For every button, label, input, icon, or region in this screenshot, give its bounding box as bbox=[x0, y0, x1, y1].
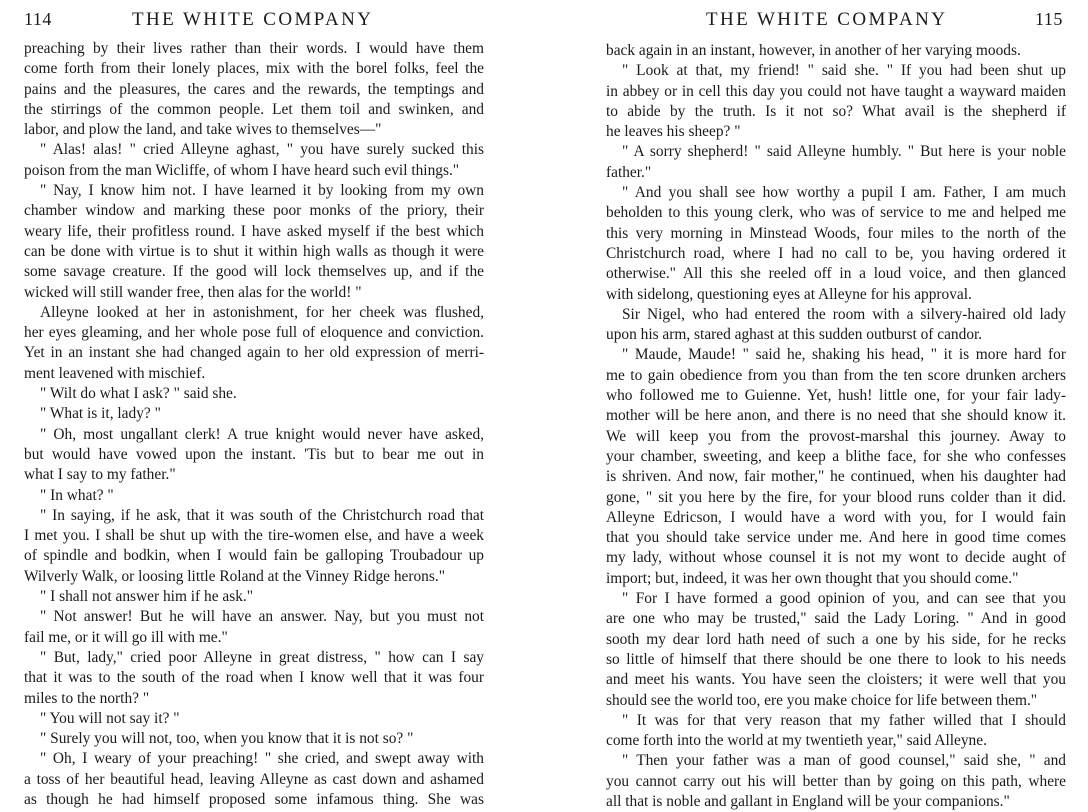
text-line: labor, and plow the land, and take wives to themselves—" bbox=[24, 121, 382, 139]
text-line: is shriven. And now, fair mother," he continued, when his daughter had bbox=[606, 468, 1066, 486]
left-page-body bbox=[24, 39, 484, 810]
text-line: " Not answer! But he will have an answer. Nay, but you must not bbox=[40, 608, 484, 626]
text-line: father." bbox=[606, 163, 652, 181]
text-line: upon his arm, stared aghast at this sudden outburst of candor. bbox=[606, 326, 983, 344]
text-line: but would have vowed upon the instant. 'Tis but to bear me out in bbox=[24, 445, 484, 463]
text-line: that you should take service under me. And here in good time comes bbox=[606, 529, 1066, 547]
text-line: mother will be here anon, and there is no need that she should know it. bbox=[606, 407, 1066, 425]
text-line: " In what? " bbox=[40, 486, 114, 504]
text-line: my lady, without whose counsel it is not my wont to decide aught of bbox=[606, 549, 1066, 567]
text-line: the stirrings of the common people. Let them toil and swinken, and bbox=[24, 100, 484, 118]
text-line: of spindle and bodkin, when I would fain be galloping Troubadour up bbox=[24, 547, 484, 565]
text-line: come forth from their lonely places, mix with the borel folks, feel the bbox=[24, 60, 484, 78]
text-line: Sir Nigel, who had entered the room with a silvery-haired old lady bbox=[622, 305, 1066, 323]
text-line: with sidelong, questioning eyes at Alleyne for his approval. bbox=[606, 285, 972, 303]
text-line: " Oh, I weary of your preaching! " she cried, and swept away with bbox=[40, 750, 484, 768]
text-line: Alleyne Edricson, I would have a word with you, for I would fain bbox=[606, 508, 1066, 526]
text-line: as though he had himself proposed some infamous thing. She was bbox=[24, 790, 484, 808]
text-line: who followed me to Guienne. Yet, hush! little one, for your fair lady- bbox=[606, 387, 1066, 405]
running-title: THE WHITE COMPANY bbox=[706, 9, 948, 30]
text-line: " It was for that very reason that my father willed that I should bbox=[622, 711, 1066, 729]
text-line: " I shall not answer him if he ask." bbox=[40, 588, 254, 606]
text-line: Yet in an instant she had changed again to her old expression of merri- bbox=[24, 344, 484, 362]
text-line: fail me, or it will go ill with me." bbox=[24, 628, 228, 646]
text-line: " And you shall see how worthy a pupil I am. Father, I am much bbox=[622, 184, 1066, 202]
text-line: " For I have formed a good opinion of you, and can see that you bbox=[622, 590, 1066, 608]
text-line: preaching by their lives rather than their words. I would have them bbox=[24, 40, 484, 57]
text-line: you cannot carry out his will better than by going on this path, where bbox=[606, 772, 1066, 790]
text-line: " A sorry shepherd! " said Alleyne humbly. " But here is your noble bbox=[622, 143, 1066, 161]
text-line: Alleyne looked at her in astonishment, for her cheek was flushed, bbox=[40, 303, 484, 321]
text-line: wicked will still wander free, then alas for the world! " bbox=[24, 283, 362, 301]
text-line: her eyes gleaming, and her whole pose full of eloquence and conviction. bbox=[24, 324, 484, 342]
text-line: " Wilt do what I ask? " said she. bbox=[40, 385, 237, 403]
text-line: he leaves his sheep? " bbox=[606, 123, 741, 141]
text-line: " But, lady," cried poor Alleyne in great distress, " how can I say bbox=[40, 648, 484, 666]
text-line: weary life, their profitless round. I have asked myself if the best which bbox=[24, 222, 484, 240]
text-line: should see the world too, ere you make choice for life between them." bbox=[606, 691, 1038, 709]
text-line: can be done with virtue is to shut it within high walls as though it were bbox=[24, 242, 484, 260]
text-line: " Maude, Maude! " said he, shaking his head, " it is more hard for bbox=[622, 346, 1066, 364]
page-number: 115 bbox=[1035, 9, 1063, 29]
text-line: Wilverly Walk, or loosing little Roland at the Vinney Ridge herons." bbox=[24, 567, 445, 585]
left-page bbox=[0, 0, 544, 808]
text-line: pains and the pleasures, the cares and the rewards, the temptings and bbox=[24, 80, 484, 98]
text-line: " What is it, lady? " bbox=[40, 405, 161, 423]
text-line: are one who may be trusted," said the Lady Loring. " And in good bbox=[606, 610, 1066, 628]
text-line: a toss of her beautiful head, leaving Alleyne as cast down and ashamed bbox=[24, 770, 484, 788]
text-line: what I say to my father." bbox=[24, 466, 176, 484]
text-line: in abbey or in cell this day you could not have taught a wayward maiden bbox=[606, 82, 1066, 100]
text-line: your chamber, sweeting, and keep a blithe face, for she who confesses bbox=[606, 447, 1066, 465]
text-line: " Look at that, my friend! " said she. " If you had been shut up bbox=[622, 62, 1066, 80]
text-line: " Nay, I know him not. I have learned it by looking from my own bbox=[40, 182, 484, 200]
text-line: We will keep you from the provost-marshal this journey. Away to bbox=[606, 427, 1066, 445]
text-line: " Surely you will not, too, when you know that it is not so? " bbox=[40, 730, 414, 748]
right-page-body bbox=[606, 41, 1066, 812]
text-line: and meet his wants. You have seen the cloisters; it were well that you bbox=[606, 671, 1066, 689]
text-line: all that is noble and gallant in England will be your companions." bbox=[606, 792, 1010, 810]
text-line: miles to the north? " bbox=[24, 689, 150, 707]
text-line: me to gain obedience from you than from the ten score drunken archers bbox=[606, 366, 1066, 384]
text-line: I met you. I shall be shut up with the tire-women else, and have a week bbox=[24, 527, 484, 545]
text-line: otherwise." All this she reeled off in a loud voice, and then glanced bbox=[606, 265, 1066, 283]
right-page bbox=[544, 0, 1088, 810]
text-line: back again in an instant, however, in another of her varying moods. bbox=[606, 42, 1021, 59]
page-number: 114 bbox=[24, 9, 52, 29]
text-line: " Oh, most ungallant clerk! A true knight would never have asked, bbox=[40, 425, 484, 443]
text-line: Christchurch road, where I had no call to be, you having ordered it bbox=[606, 244, 1066, 262]
text-line: that it was to the south of the road when I know well that it was four bbox=[24, 669, 484, 687]
text-line: " Alas! alas! " cried Alleyne aghast, " you have surely sucked this bbox=[40, 141, 484, 159]
text-line: " In saying, if he ask, that it was south of the Christchurch road that bbox=[40, 506, 484, 524]
text-line: gone, " sit you here by the fire, for your blood runs colder than it did. bbox=[606, 488, 1066, 506]
text-line: some savage creature. If the good will lock themselves up, and if the bbox=[24, 263, 484, 281]
text-line: sooth my dear lord hath need of such a one by his side, for he recks bbox=[606, 630, 1066, 648]
text-line: import; but, indeed, it was her own thought that you should come." bbox=[606, 569, 1019, 587]
text-line: " You will not say it? " bbox=[40, 709, 180, 727]
text-line: this very morning in Minstead Woods, four miles to the north of the bbox=[606, 224, 1066, 242]
text-line: so little of himself that there should be one there to look to his needs bbox=[606, 650, 1066, 668]
text-line: " Then your father was a man of good counsel," said she, " and bbox=[622, 752, 1066, 770]
text-line: poison from the man Wicliffe, of whom I have heard such evil things." bbox=[24, 161, 460, 179]
text-line: beholden to this young clerk, who was of service to me and helped me bbox=[606, 204, 1066, 222]
text-line: ment leavened with mischief. bbox=[24, 364, 206, 382]
text-line: come forth into the world at my twentieth year," said Alleyne. bbox=[606, 732, 987, 750]
running-title: THE WHITE COMPANY bbox=[132, 9, 374, 30]
text-line: to abide by the truth. Is it not so? What avail is the shepherd if bbox=[606, 102, 1066, 120]
text-line: chamber window and marking these poor monks of the priory, their bbox=[24, 202, 484, 220]
